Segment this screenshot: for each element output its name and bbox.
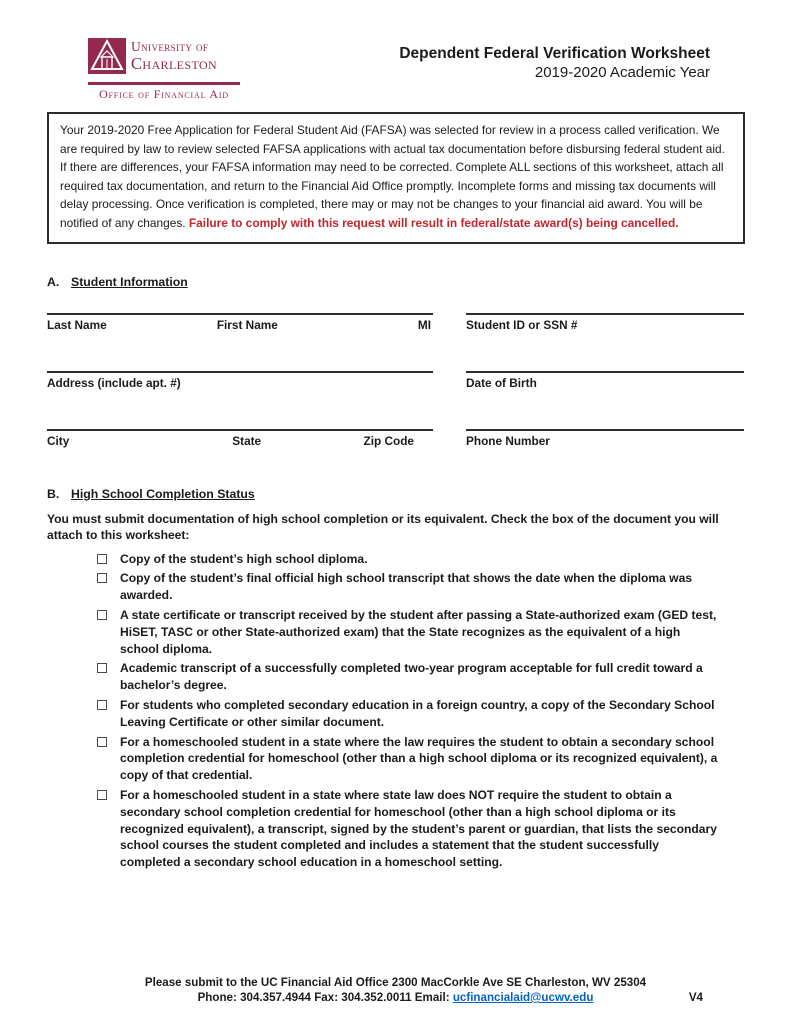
date-of-birth-field: [466, 371, 744, 392]
date-of-birth-label: Date of Birth: [466, 375, 537, 390]
state-label: State: [232, 433, 262, 448]
checkbox-icon[interactable]: [97, 737, 107, 747]
checklist-item: [97, 734, 745, 784]
section-a-letter: A.: [47, 274, 60, 289]
last-name-label: Last Name: [47, 317, 107, 332]
financial-aid-email-link[interactable]: ucfinancialaid@ucwv.edu: [452, 991, 594, 1004]
university-logo: [88, 38, 240, 102]
form-row-city-phone: [47, 429, 745, 450]
checklist-item-text: For a homeschooled student in a state where the law requires the student to obtain a secondary school completion credential for homeschool (other than a high school diploma or its recognized equivalent), a copy of that credential.: [120, 734, 718, 783]
date-of-birth-line: [466, 371, 744, 373]
form-row-address-dob: [47, 371, 745, 392]
checklist-item: [97, 697, 745, 731]
student-id-line: [466, 313, 744, 315]
address-label: Address (include apt. #): [47, 375, 181, 390]
checklist-item-text: For a homeschooled student in a state where state law does NOT require the student to obtain a secondary school completion credential for homeschool (other than a high school diploma or its recognized equivalent), a transcript, signed by the student’s parent or guardian, that lists the secondary school courses the student completed and includes a statement that the student successfully completed a secondary school education in a homeschool setting.: [120, 787, 717, 870]
section-b-title: High School Completion Status: [71, 486, 255, 501]
checklist-item-text: For students who completed secondary education in a foreign country, a copy of the Secondary School Leaving Certificate or other similar document.: [120, 697, 715, 729]
document-title-block: [399, 44, 710, 84]
checklist-item: [97, 551, 745, 568]
page-title: Dependent Federal Verification Worksheet: [399, 45, 710, 62]
checkbox-icon[interactable]: [97, 700, 107, 710]
page-header: [47, 38, 745, 102]
section-a-heading: [47, 275, 745, 289]
section-a-title: Student Information: [71, 274, 188, 289]
checklist-item-text: A state certificate or transcript received by the student after passing a State-authorized exam (GED test, HiSET, TASC or other State-authorized exam) that the State recognizes as the equivalent of a high school diploma.: [120, 607, 717, 656]
zip-code-label: Zip Code: [363, 433, 414, 448]
hs-completion-checklist: [47, 551, 745, 871]
form-row-name-id: [47, 313, 745, 334]
footer-submit-line: Please submit to the UC Financial Aid Office 2300 MacCorkle Ave SE Charleston, WV 25304: [144, 976, 647, 989]
section-b-heading: [47, 487, 745, 501]
checklist-item: [97, 787, 745, 871]
version-label: V4: [688, 991, 703, 1004]
checklist-item-text: Academic transcript of a successfully completed two-year program acceptable for full credit toward a bachelor’s degree.: [120, 661, 703, 693]
checklist-item: [97, 570, 745, 604]
checkbox-icon[interactable]: [97, 790, 107, 800]
university-name: [131, 38, 217, 72]
checkbox-icon[interactable]: [97, 663, 107, 673]
verification-notice-box: [47, 112, 745, 244]
checklist-item: [97, 607, 745, 657]
address-line: [47, 371, 433, 373]
phone-number-field: [466, 429, 744, 450]
logo-line-charleston: Charleston: [131, 53, 218, 73]
page-footer: [0, 975, 791, 1005]
first-name-label: First Name: [216, 317, 278, 332]
checkbox-icon[interactable]: [97, 573, 107, 583]
section-b-intro: You must submit documentation of high school completion or its equivalent. Check the box of the document you will attach to this worksheet:: [47, 511, 719, 543]
checklist-item-text: Copy of the student’s final official high school transcript that shows the date when the diploma was awarded.: [120, 571, 693, 603]
student-information-form: [47, 313, 745, 450]
city-state-zip-fields: [47, 429, 433, 450]
checkbox-icon[interactable]: [97, 610, 107, 620]
address-field: [47, 371, 433, 392]
middle-initial-label: MI: [417, 317, 431, 332]
office-of-financial-aid-label: Office of Financial Aid: [99, 87, 229, 101]
city-state-zip-line: [47, 429, 433, 431]
footer-contact-text: Phone: 304.357.4944 Fax: 304.352.0011 Email:: [197, 991, 453, 1004]
footer-contact-line: [0, 990, 791, 1005]
section-b-letter: B.: [47, 486, 60, 501]
notice-body-text: Your 2019-2020 Free Application for Federal Student Aid (FAFSA) was selected for review in a process called verification. We are required by law to review selected FAFSA applications with actual tax documentation before disbursing federal student aid. If there are differences, your FAFSA information may need to be corrected. Complete ALL sections of this worksheet, attach all required tax documentation, and return to the Financial Aid Office promptly. Incomplete forms and missing tax documents will delay processing. Once verification is completed, there may or may not be changes to your financial aid award. You will be notified of any changes.: [60, 123, 725, 230]
notice-warning-text: Failure to comply with this request will result in federal/state award(s) being cancelled.: [188, 215, 679, 230]
logo-line-university-of: University of: [131, 39, 209, 54]
phone-number-line: [466, 429, 744, 431]
student-id-label: Student ID or SSN #: [466, 317, 578, 332]
checklist-item: [97, 660, 745, 694]
checklist-item-text: Copy of the student’s high school diploma.: [120, 551, 368, 566]
phone-number-label: Phone Number: [466, 433, 550, 448]
checkbox-icon[interactable]: [97, 554, 107, 564]
name-fields: [47, 313, 433, 334]
logo-divider: [88, 82, 240, 85]
university-crest-icon: [88, 38, 126, 79]
academic-year-subtitle: 2019-2020 Academic Year: [534, 64, 710, 82]
city-label: City: [47, 433, 70, 448]
name-fields-line: [47, 313, 433, 315]
student-id-field: [466, 313, 744, 334]
